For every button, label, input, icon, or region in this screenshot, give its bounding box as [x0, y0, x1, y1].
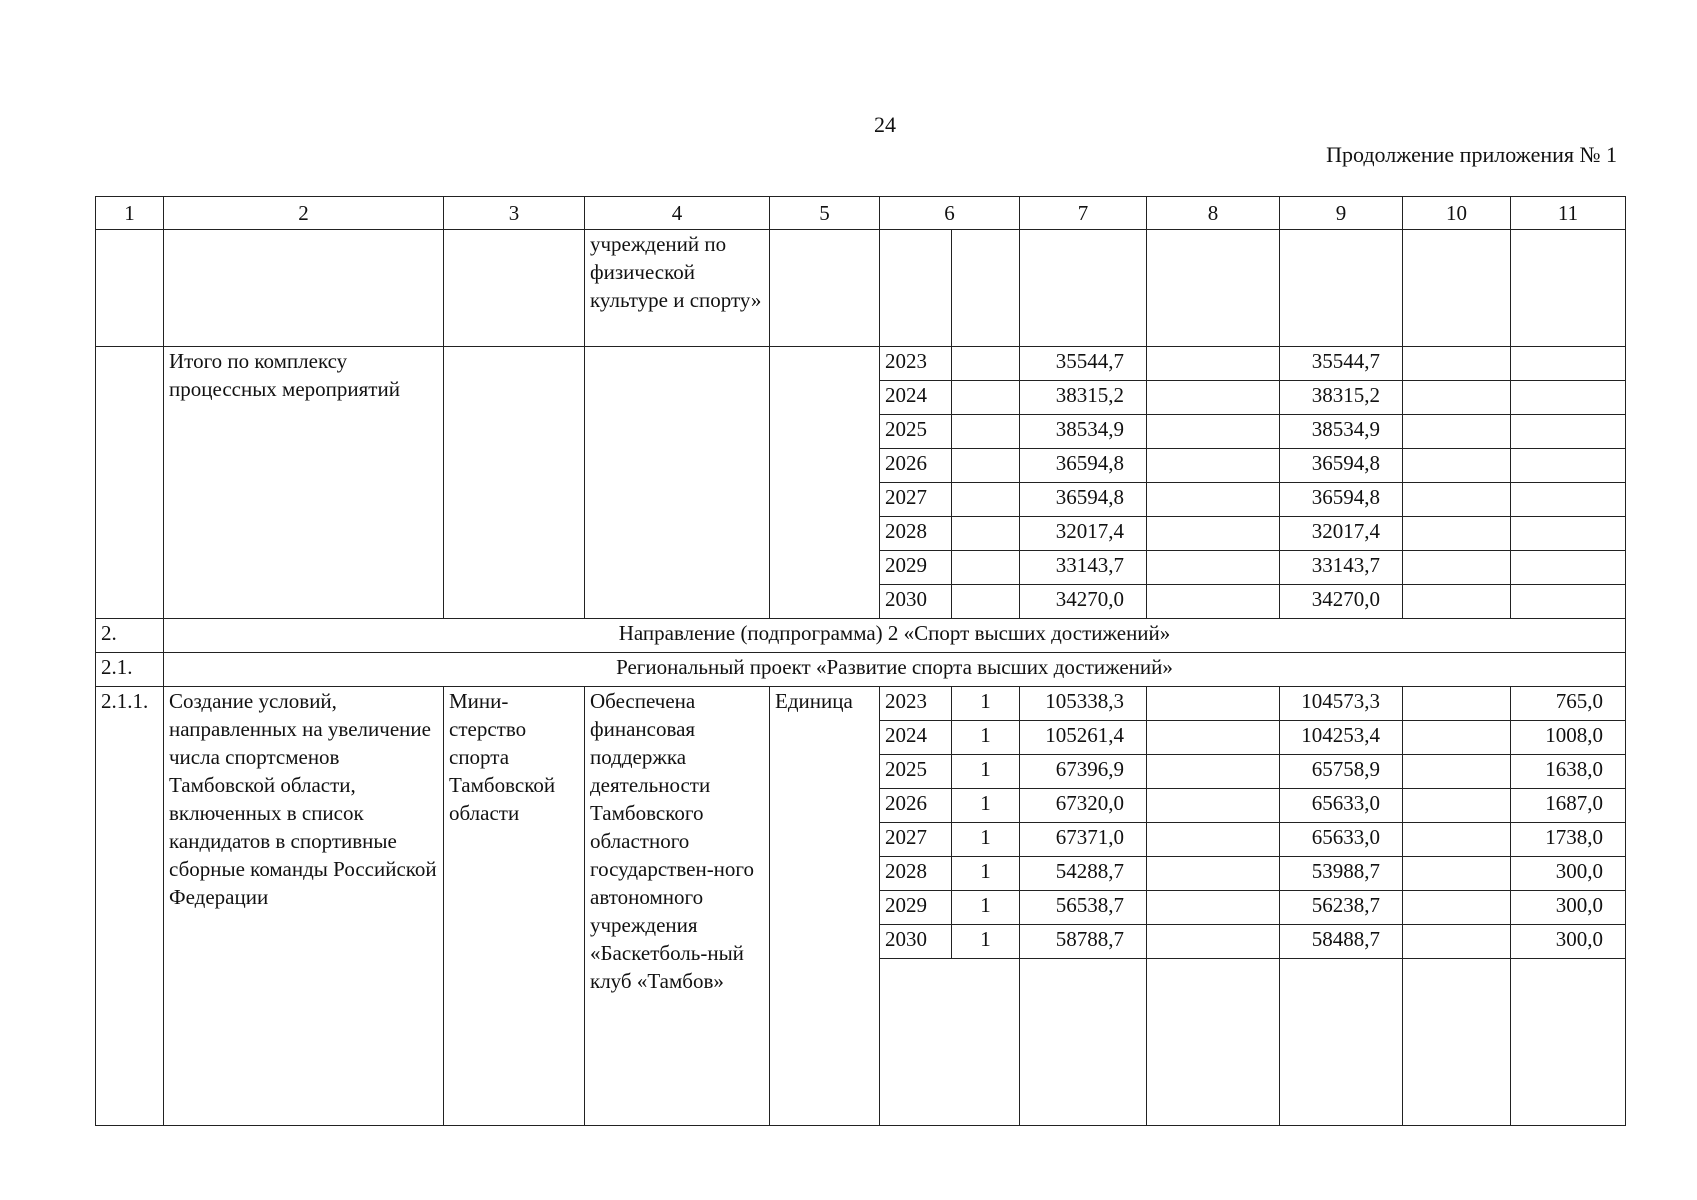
col-header: 11: [1511, 197, 1626, 230]
year-cell: 2029: [880, 551, 952, 585]
indicator-value: 1: [952, 857, 1020, 891]
item-result: Обеспечена финансовая поддержка деятельности Тамбовского областного государствен-ного автономного учреждения «Баскетболь-ный клуб «Тамбов»: [585, 687, 770, 1126]
col9-value: 34270,0: [1280, 585, 1403, 619]
item-executor: Мини-стерство спорта Тамбовской области: [444, 687, 585, 1126]
total-year-row: [96, 347, 1626, 381]
col9-value: 65633,0: [1280, 789, 1403, 823]
col7-value: 36594,8: [1020, 483, 1147, 517]
item-unit: Единица: [770, 687, 880, 1126]
indicator-value: 1: [952, 789, 1020, 823]
indicator-value: 1: [952, 721, 1020, 755]
col9-value: 38315,2: [1280, 381, 1403, 415]
item-number: 2.1.1.: [96, 687, 164, 1126]
year-cell: 2028: [880, 857, 952, 891]
col7-value: 58788,7: [1020, 925, 1147, 959]
year-cell: 2024: [880, 381, 952, 415]
col-header: 8: [1147, 197, 1280, 230]
budget-table: [95, 196, 1626, 1126]
year-cell: 2028: [880, 517, 952, 551]
col9-value: 35544,7: [1280, 347, 1403, 381]
indicator-value: 1: [952, 823, 1020, 857]
year-cell: 2027: [880, 483, 952, 517]
col-header: 7: [1020, 197, 1147, 230]
col7-value: 56538,7: [1020, 891, 1147, 925]
section-number: 2.1.: [96, 653, 164, 687]
col11-value: 1008,0: [1511, 721, 1626, 755]
col7-value: 38315,2: [1020, 381, 1147, 415]
item-name: Создание условий, направленных на увеличение числа спортсменов Тамбовской области, включенных в список кандидатов в спортивные сборные команды Российской Федерации: [164, 687, 444, 1126]
col9-value: 36594,8: [1280, 449, 1403, 483]
item-year-row: [96, 687, 1626, 721]
col-header: 5: [770, 197, 880, 230]
col-header: 4: [585, 197, 770, 230]
col-header: 9: [1280, 197, 1403, 230]
col9-value: 53988,7: [1280, 857, 1403, 891]
year-cell: 2023: [880, 687, 952, 721]
col-header: 10: [1403, 197, 1511, 230]
total-label: Итого по комплексу процессных мероприятий: [164, 347, 444, 619]
col11-value: 1687,0: [1511, 789, 1626, 823]
col9-value: 56238,7: [1280, 891, 1403, 925]
continued-text: учреждений по физической культуре и спорту»: [585, 230, 770, 347]
col7-value: 67320,0: [1020, 789, 1147, 823]
year-cell: 2027: [880, 823, 952, 857]
col7-value: 36594,8: [1020, 449, 1147, 483]
col9-value: 32017,4: [1280, 517, 1403, 551]
continued-row: [96, 230, 1626, 347]
section-row-2: [96, 619, 1626, 653]
year-cell: 2030: [880, 925, 952, 959]
year-cell: 2026: [880, 449, 952, 483]
col-header: 1: [96, 197, 164, 230]
indicator-value: 1: [952, 891, 1020, 925]
col9-value: 33143,7: [1280, 551, 1403, 585]
col7-value: 105338,3: [1020, 687, 1147, 721]
section-number: 2.: [96, 619, 164, 653]
year-cell: 2024: [880, 721, 952, 755]
section-title: Направление (подпрограмма) 2 «Спорт высших достижений»: [164, 619, 1626, 653]
col11-value: 300,0: [1511, 925, 1626, 959]
col11-value: 765,0: [1511, 687, 1626, 721]
year-cell: 2026: [880, 789, 952, 823]
col9-value: 58488,7: [1280, 925, 1403, 959]
col9-value: 65633,0: [1280, 823, 1403, 857]
col7-value: 33143,7: [1020, 551, 1147, 585]
page-number: 24: [874, 112, 896, 137]
indicator-value: 1: [952, 925, 1020, 959]
col7-value: 35544,7: [1020, 347, 1147, 381]
indicator-value: 1: [952, 755, 1020, 789]
col9-value: 65758,9: [1280, 755, 1403, 789]
year-cell: 2023: [880, 347, 952, 381]
year-cell: 2025: [880, 415, 952, 449]
year-cell: 2025: [880, 755, 952, 789]
col-header: 6: [880, 197, 1020, 230]
section-title: Региональный проект «Развитие спорта высших достижений»: [164, 653, 1626, 687]
col11-value: 300,0: [1511, 891, 1626, 925]
year-cell: 2030: [880, 585, 952, 619]
col7-value: 54288,7: [1020, 857, 1147, 891]
col9-value: 104253,4: [1280, 721, 1403, 755]
col7-value: 105261,4: [1020, 721, 1147, 755]
col9-value: 104573,3: [1280, 687, 1403, 721]
col9-value: 38534,9: [1280, 415, 1403, 449]
appendix-caption: Продолжение приложения № 1: [1326, 142, 1617, 167]
col7-value: 32017,4: [1020, 517, 1147, 551]
col11-value: 1738,0: [1511, 823, 1626, 857]
col11-value: 300,0: [1511, 857, 1626, 891]
col-header: 3: [444, 197, 585, 230]
column-number-row: [96, 197, 1626, 230]
col7-value: 34270,0: [1020, 585, 1147, 619]
col7-value: 67396,9: [1020, 755, 1147, 789]
col11-value: 1638,0: [1511, 755, 1626, 789]
section-row-2-1: [96, 653, 1626, 687]
col7-value: 67371,0: [1020, 823, 1147, 857]
col9-value: 36594,8: [1280, 483, 1403, 517]
indicator-value: 1: [952, 687, 1020, 721]
col-header: 2: [164, 197, 444, 230]
col7-value: 38534,9: [1020, 415, 1147, 449]
year-cell: 2029: [880, 891, 952, 925]
